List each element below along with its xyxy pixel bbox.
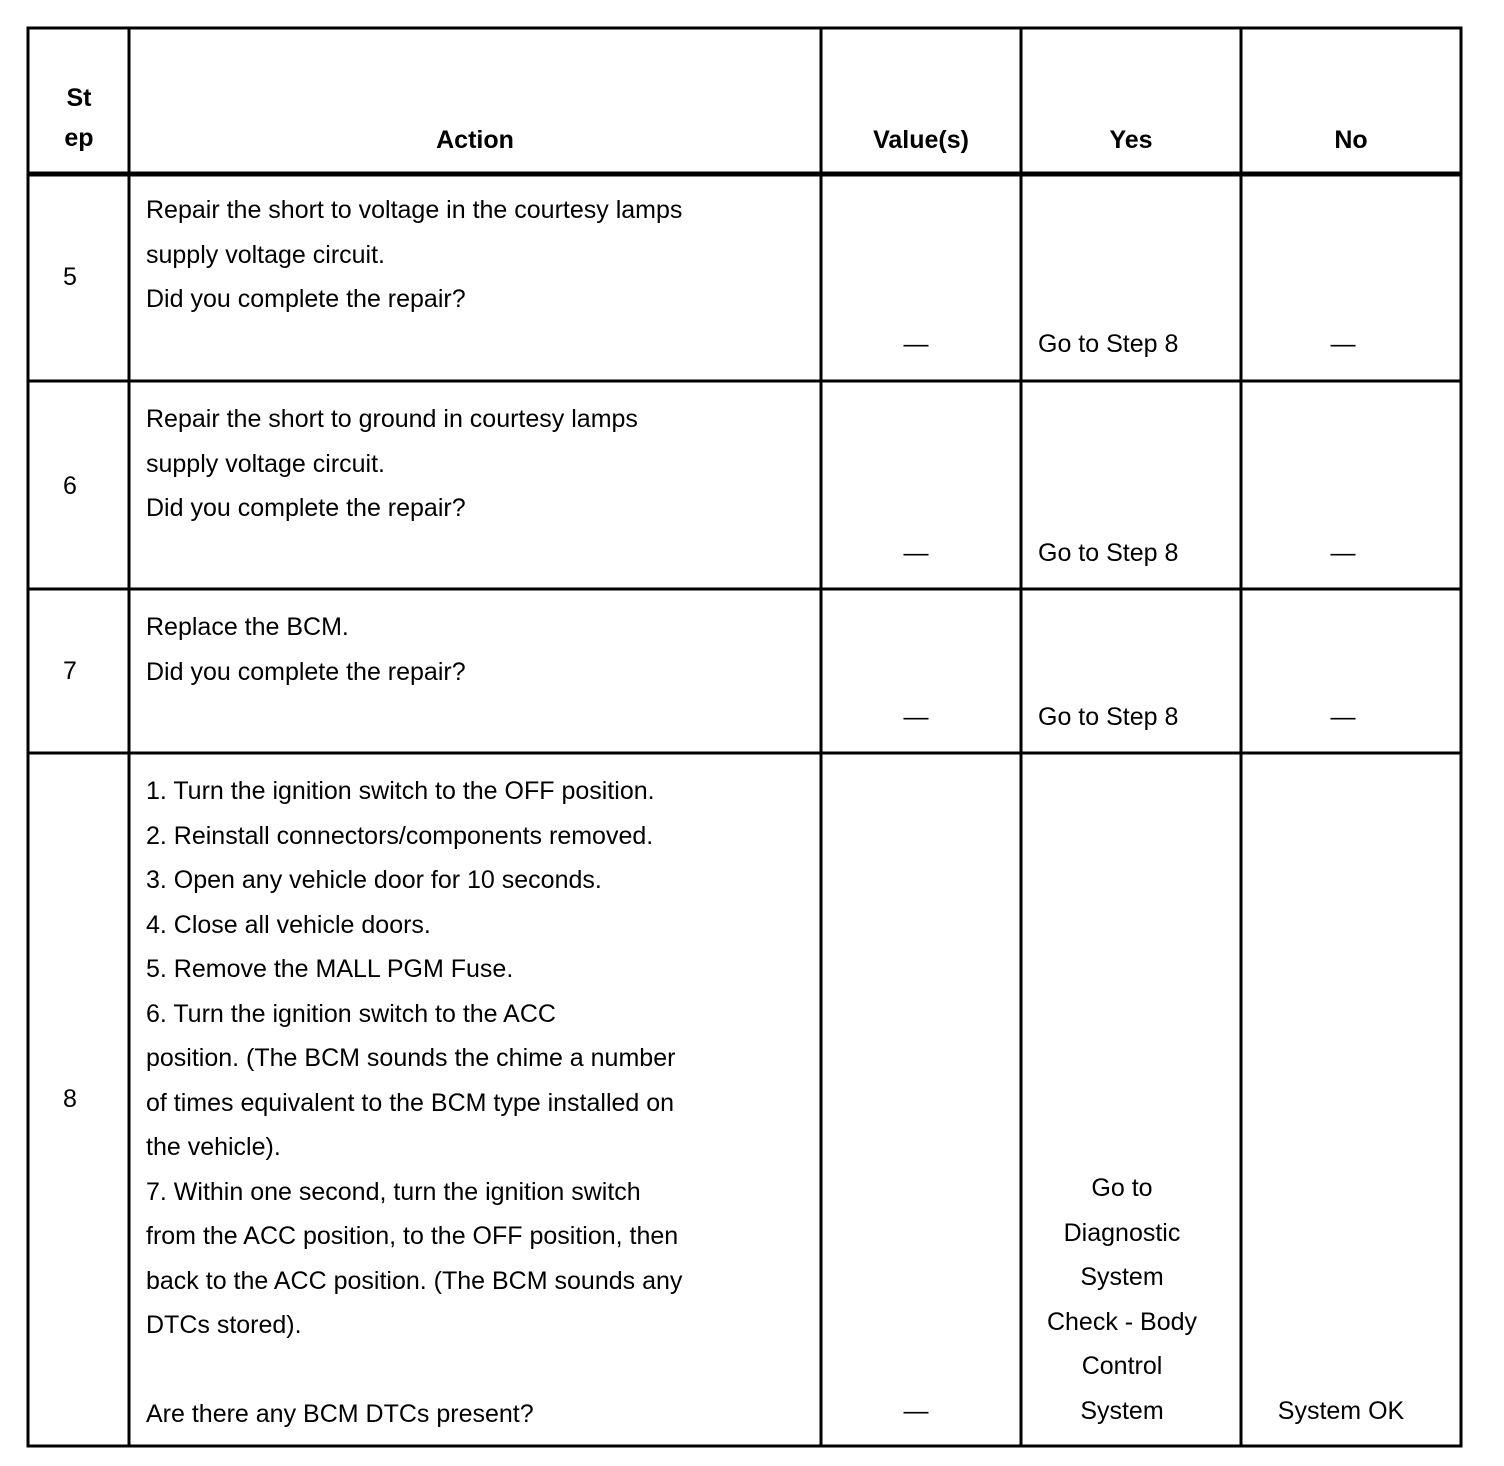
- header-yes: Yes: [1109, 126, 1153, 154]
- row-yes: Go to Step 8: [1038, 539, 1179, 567]
- header-action: Action: [436, 126, 514, 154]
- row-yes: Go to Step 8: [1038, 330, 1179, 358]
- row-step-number: 7: [63, 657, 77, 685]
- row-step-number: 8: [63, 1085, 77, 1113]
- row-step-number: 5: [63, 263, 77, 291]
- row-no: —: [1330, 330, 1356, 358]
- row-values: —: [903, 703, 929, 731]
- header-no: No: [1334, 126, 1368, 154]
- row-values: —: [903, 1397, 929, 1425]
- row-values: —: [903, 330, 929, 358]
- row-action: Repair the short to voltage in the courtesy lamps supply voltage circuit. Did you complete the repair?: [146, 196, 683, 313]
- row-action: Repair the short to ground in courtesy lamps supply voltage circuit. Did you complete the repair?: [146, 405, 638, 522]
- header-values: Value(s): [873, 126, 969, 154]
- row-action: Replace the BCM. Did you complete the repair?: [146, 613, 466, 686]
- row-yes: Go to Diagnostic System Check - Body Control System: [1046, 1174, 1198, 1425]
- row-no: —: [1330, 539, 1356, 567]
- row-yes: Go to Step 8: [1038, 703, 1179, 731]
- row-step-number: 6: [63, 472, 77, 500]
- row-no: —: [1330, 703, 1356, 731]
- row-values: —: [903, 539, 929, 567]
- row-action: 1. Turn the ignition switch to the OFF position. 2. Reinstall connectors/components removed. 3. Open any vehicle door for 10 seconds. 4. Close all vehicle doors. 5. Remove the MALL PGM Fuse. 6. Turn the ignition switch to the ACC position. (The BCM sounds the chime a number of times equivalent to the BCM type installed on the vehicle). 7. Within one second, turn the ignition switch from the ACC position, to the OFF position, then back to the ACC position. (The BCM sounds any DTCs stored). Are there any BCM DTCs present?: [146, 777, 683, 1428]
- header-step: St ep: [64, 84, 94, 152]
- row-no: System OK: [1277, 1397, 1405, 1425]
